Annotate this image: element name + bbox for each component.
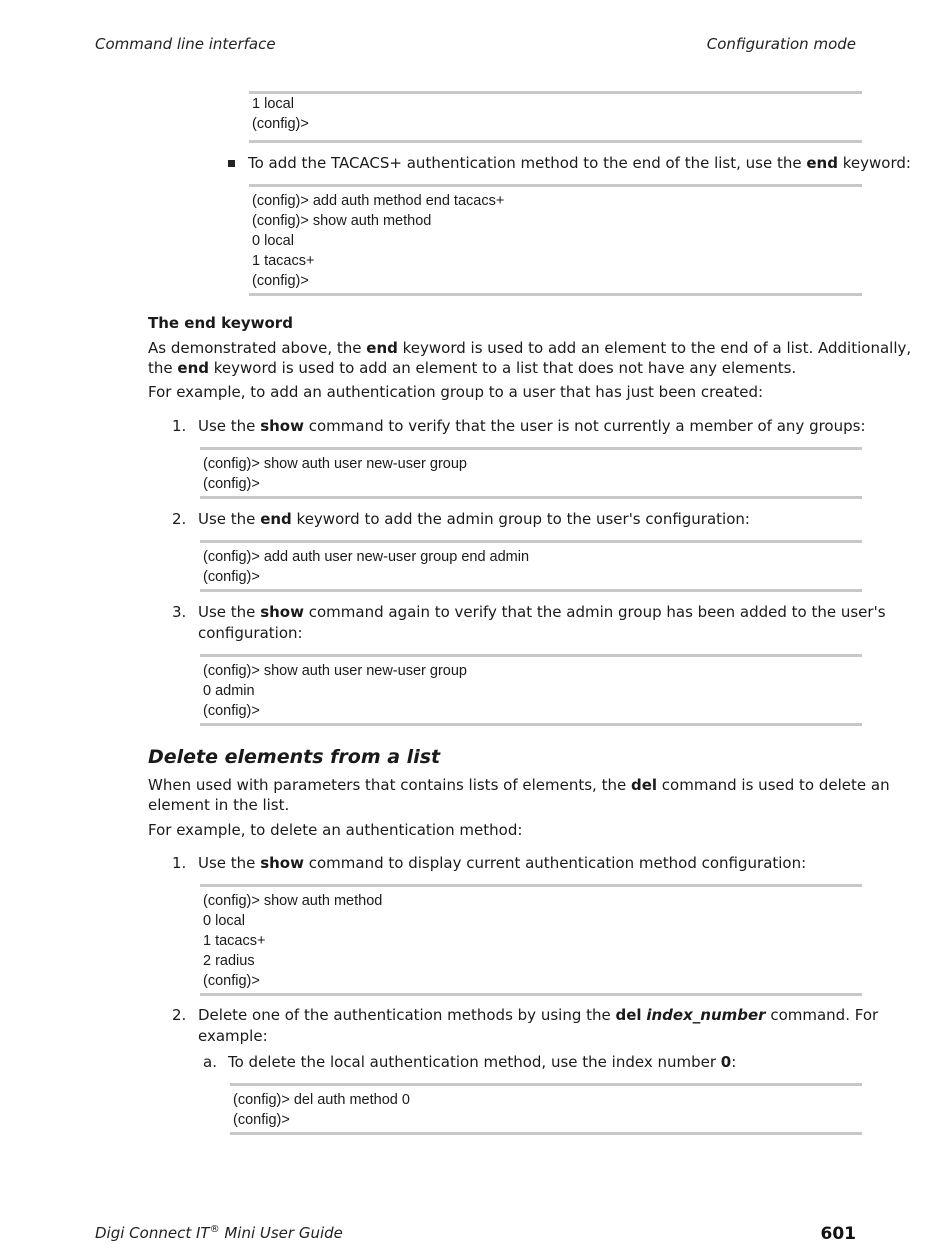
code-line: 0 local xyxy=(252,233,294,249)
page-number: 601 xyxy=(820,1224,856,1244)
running-header-right: Configuration mode xyxy=(706,35,856,53)
code-line: 0 local xyxy=(203,913,245,929)
step-text: Delete one of the authentication methods by using the del index_number command. For xyxy=(198,1006,879,1024)
section-heading: The end keyword xyxy=(148,314,293,332)
running-header-left: Command line interface xyxy=(95,35,276,53)
step-number: 1. xyxy=(172,854,187,872)
step-text-continued: example: xyxy=(198,1027,268,1045)
step-text: Use the end keyword to add the admin group to the user's configuration: xyxy=(198,510,750,528)
code-line: (config)> xyxy=(203,476,260,492)
code-line: (config)> xyxy=(252,116,309,132)
step-text: Use the show command again to verify that the admin group has been added to the user's xyxy=(198,603,886,621)
code-line: (config)> add auth method end tacacs+ xyxy=(252,193,505,209)
code-line: (config)> show auth method xyxy=(252,213,432,229)
code-block xyxy=(200,654,862,726)
code-line: (config)> xyxy=(233,1112,290,1128)
bullet-marker xyxy=(228,160,235,167)
code-block xyxy=(200,540,862,592)
section-heading: Delete elements from a list xyxy=(148,746,441,768)
code-line: (config)> xyxy=(252,273,309,289)
step-text-continued: configuration: xyxy=(198,624,303,642)
code-line: 1 local xyxy=(252,96,294,112)
code-line: (config)> add auth user new-user group end admin xyxy=(203,549,530,565)
code-block xyxy=(200,884,862,996)
code-line: (config)> xyxy=(203,973,260,989)
code-block xyxy=(200,447,862,499)
paragraph: As demonstrated above, the end keyword is used to add an element to the end of a list. Additionally, xyxy=(148,339,912,357)
step-number: 3. xyxy=(172,603,187,621)
code-line: (config)> show auth method xyxy=(203,893,383,909)
code-line: (config)> del auth method 0 xyxy=(233,1092,410,1108)
step-number: 1. xyxy=(172,417,187,435)
code-line: 1 tacacs+ xyxy=(252,253,315,269)
step-number: 2. xyxy=(172,510,187,528)
substep-text: To delete the local authentication method, use the index number 0: xyxy=(228,1053,737,1071)
code-line: 0 admin xyxy=(203,683,255,699)
step-number: 2. xyxy=(172,1006,187,1024)
code-block xyxy=(230,1083,862,1135)
code-line: (config)> xyxy=(203,569,260,585)
footer-title: Digi Connect IT® Mini User Guide xyxy=(95,1224,343,1242)
code-line: (config)> xyxy=(203,703,260,719)
code-line: 2 radius xyxy=(203,953,255,969)
substep-letter: a. xyxy=(203,1053,217,1071)
paragraph: When used with parameters that contains lists of elements, the del command is used to delete an xyxy=(148,776,890,794)
paragraph: element in the list. xyxy=(148,796,290,814)
step-text: Use the show command to verify that the user is not currently a member of any groups: xyxy=(198,417,866,435)
bullet-text: To add the TACACS+ authentication method to the end of the list, use the end keyword: xyxy=(248,154,911,172)
code-line: 1 tacacs+ xyxy=(203,933,266,949)
paragraph: the end keyword is used to add an element to a list that does not have any elements. xyxy=(148,359,797,377)
step-text: Use the show command to display current authentication method configuration: xyxy=(198,854,807,872)
paragraph: For example, to add an authentication group to a user that has just been created: xyxy=(148,383,764,401)
code-line: (config)> show auth user new-user group xyxy=(203,663,467,679)
code-line: (config)> show auth user new-user group xyxy=(203,456,467,472)
code-block xyxy=(249,91,862,143)
code-block xyxy=(249,184,862,296)
paragraph: For example, to delete an authentication method: xyxy=(148,821,523,839)
